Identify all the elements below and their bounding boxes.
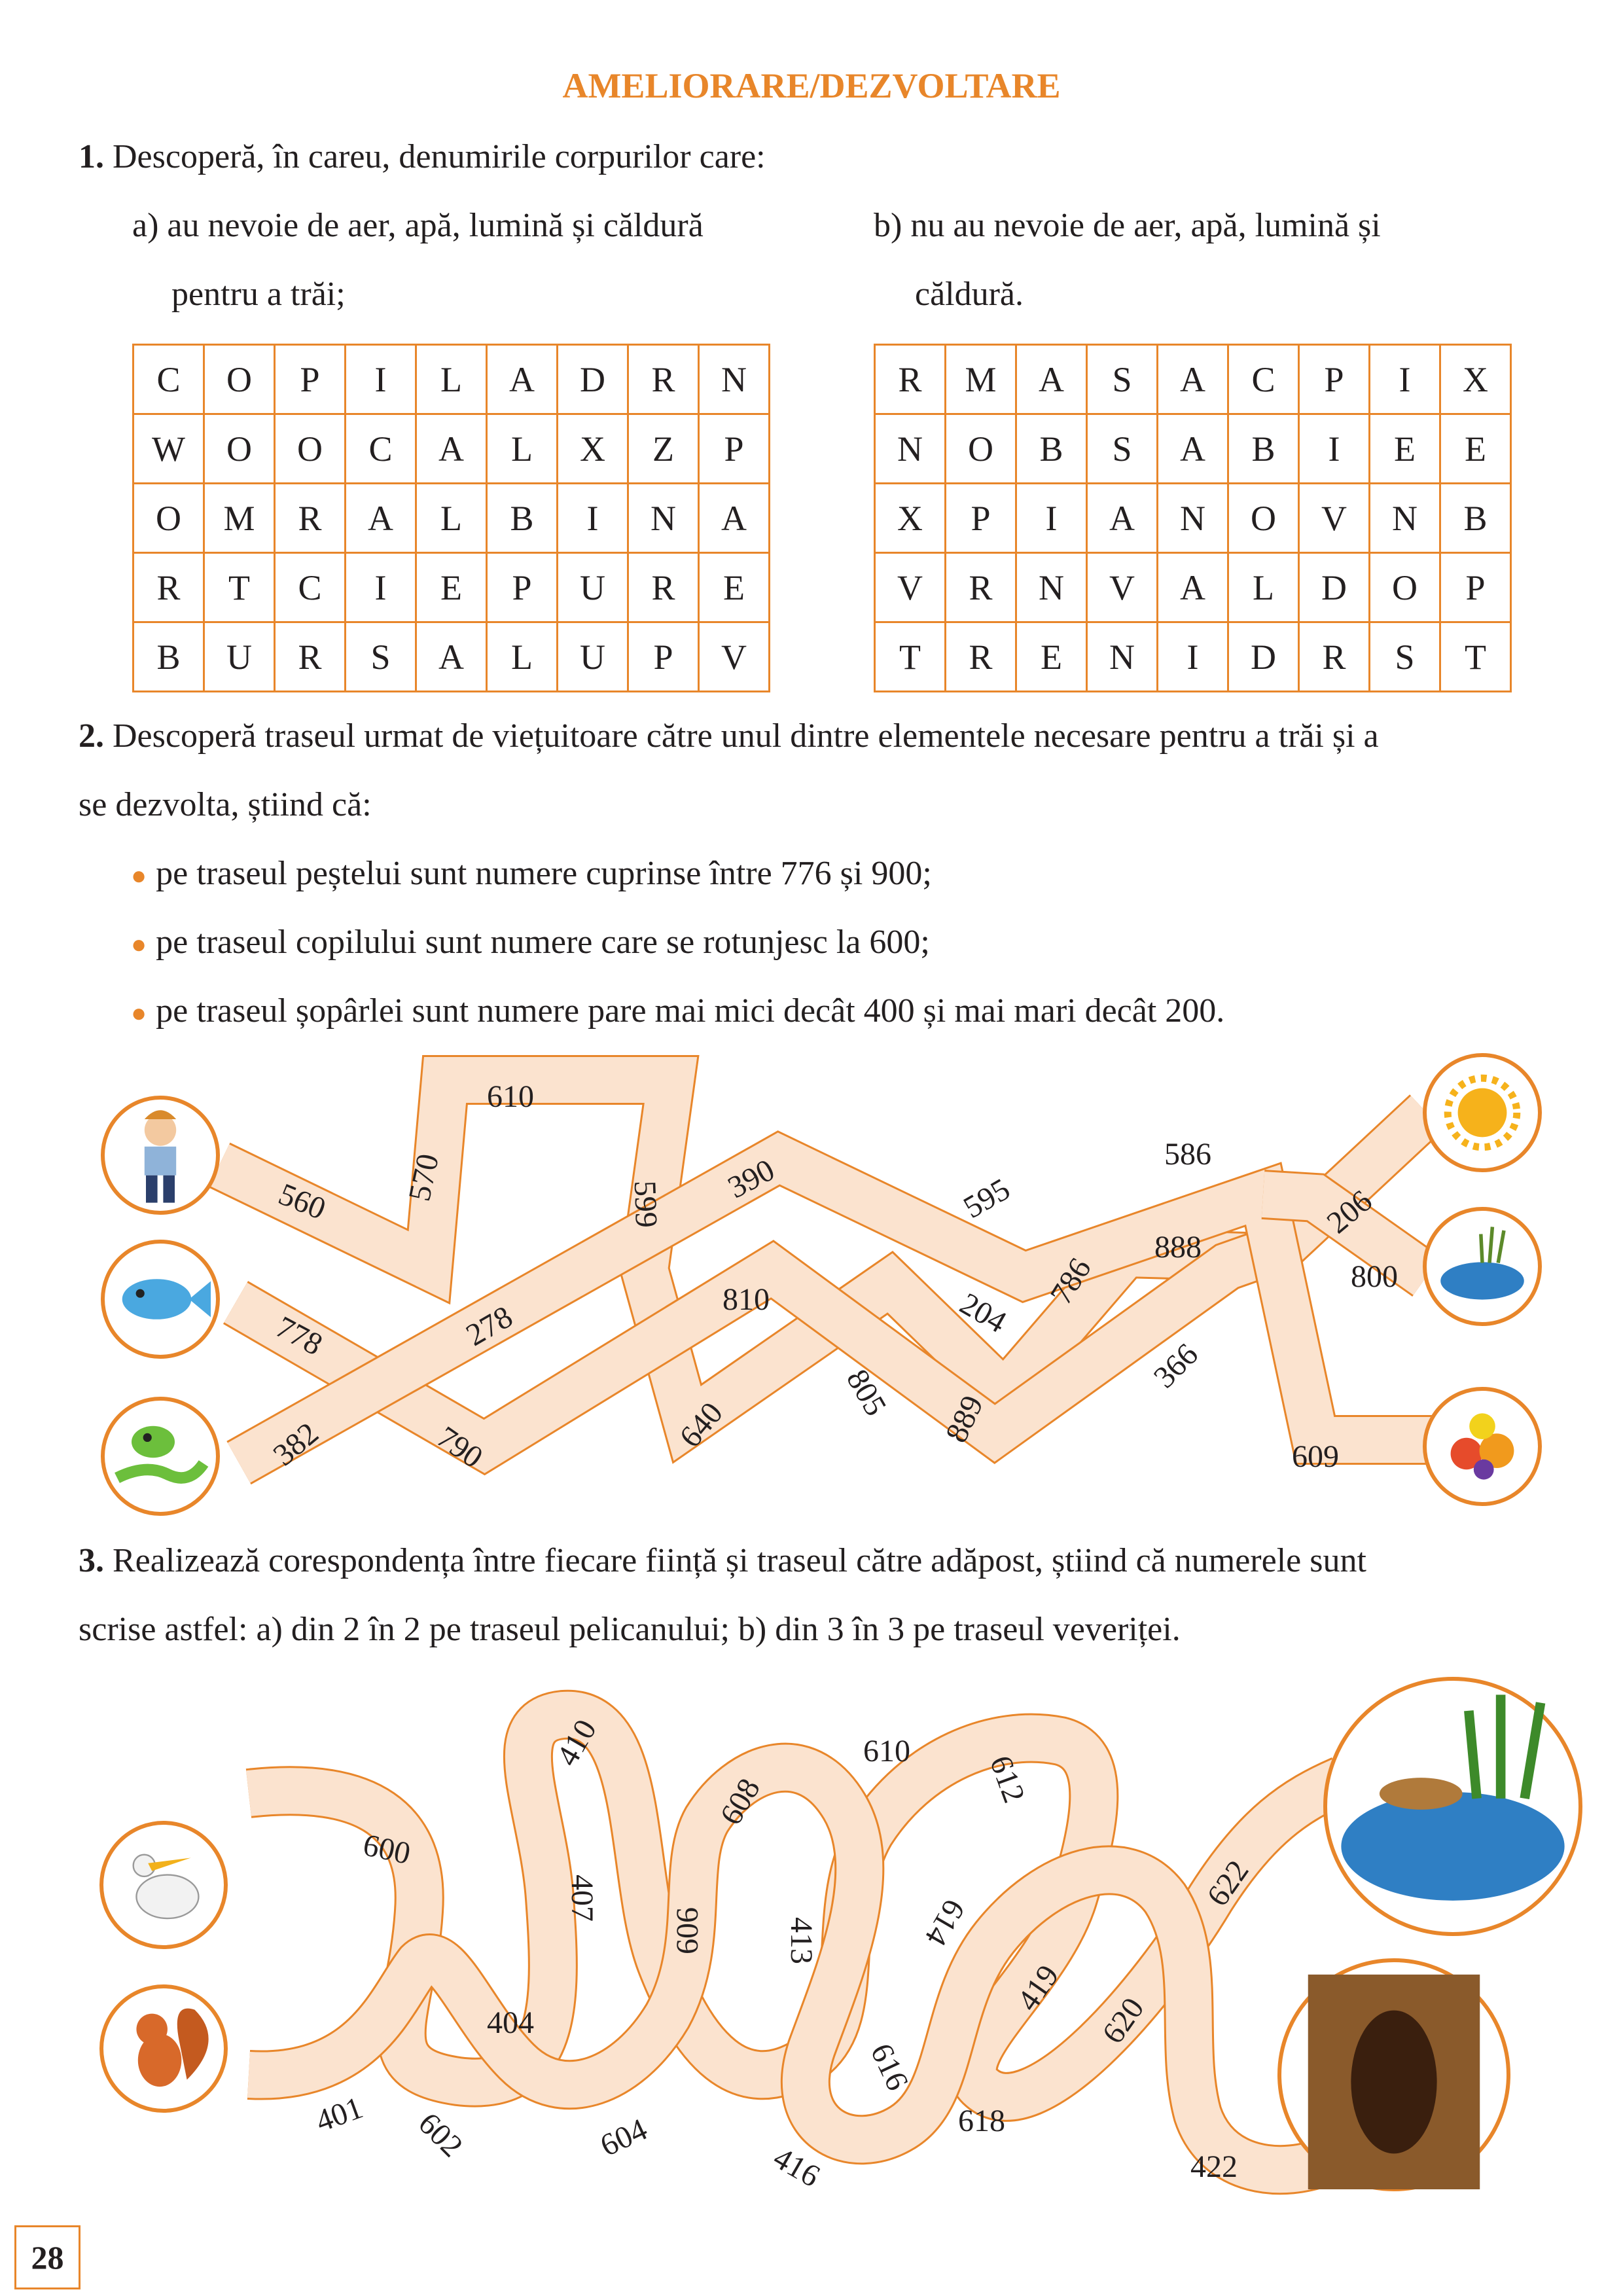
grid-cell[interactable]: X <box>1440 345 1511 414</box>
maze2-number-label: 778 <box>270 1309 329 1363</box>
grid-cell[interactable]: D <box>558 345 628 414</box>
exercise-3-number: 3. <box>79 1542 104 1579</box>
grid-cell[interactable]: N <box>628 484 699 553</box>
maze2-number-label: 586 <box>1164 1137 1211 1172</box>
lizard-circle <box>103 1399 218 1514</box>
grid-cell[interactable]: O <box>946 414 1016 484</box>
grid-cell[interactable]: B <box>134 622 204 692</box>
grid-cell[interactable]: A <box>1158 414 1228 484</box>
grid-cell[interactable]: C <box>1228 345 1299 414</box>
maze2-number-label: 560 <box>274 1176 330 1227</box>
grid-cell[interactable]: S <box>1087 345 1158 414</box>
maze2-number-label: 204 <box>954 1286 1012 1340</box>
grid-cell[interactable]: M <box>204 484 275 553</box>
maze3-number-label: 404 <box>487 2005 534 2041</box>
grid-cell[interactable]: S <box>1370 622 1440 692</box>
grid-cell[interactable]: P <box>946 484 1016 553</box>
exercise-2-bullet-3: ● pe traseul șopârlei sunt numere pare mai mici decât 400 și mai mari decât 200. <box>131 992 1225 1030</box>
maze2-number-label: 206 <box>1320 1183 1379 1241</box>
fish-circle <box>103 1242 218 1357</box>
exercise-1-number: 1. <box>79 138 104 175</box>
grid-cell[interactable]: L <box>416 484 487 553</box>
grid-cell[interactable]: U <box>558 553 628 622</box>
exercise-2-line1: Descoperă traseul urmat de viețuitoare către unul dintre elementele necesare pentru a trăi și a <box>113 717 1379 755</box>
grid-cell[interactable]: R <box>275 622 346 692</box>
maze2-number-label: 610 <box>487 1079 534 1115</box>
grid-cell[interactable]: A <box>699 484 770 553</box>
grid-cell[interactable]: N <box>1016 553 1087 622</box>
exercise-2-bullet-2: ● pe traseul copilului sunt numere care se rotunjesc la 600; <box>131 924 930 961</box>
maze3-number-label: 610 <box>863 1734 910 1769</box>
grid-cell[interactable]: O <box>275 414 346 484</box>
maze2-number-label: 640 <box>673 1395 730 1454</box>
grid-cell[interactable]: E <box>699 553 770 622</box>
maze3-number-label: 416 <box>767 2140 826 2195</box>
grid-cell[interactable]: I <box>1158 622 1228 692</box>
maze2-number-label: 595 <box>957 1172 1016 1226</box>
grid-cell[interactable]: N <box>875 414 946 484</box>
grid-cell[interactable]: S <box>346 622 416 692</box>
grid-cell[interactable]: O <box>134 484 204 553</box>
grid-cell[interactable]: U <box>204 622 275 692</box>
grid-cell[interactable]: R <box>134 553 204 622</box>
grid-cell[interactable]: P <box>1299 345 1370 414</box>
grid-cell[interactable]: I <box>1370 345 1440 414</box>
grid-cell[interactable]: R <box>946 622 1016 692</box>
maze2-number-label: 599 <box>627 1179 664 1229</box>
maze3-number-label: 606 <box>670 1907 705 1954</box>
grid-cell[interactable]: E <box>1016 622 1087 692</box>
maze3-number-label: 419 <box>1010 1958 1066 2018</box>
maze2-number-label: 810 <box>722 1282 770 1318</box>
grid-cell[interactable]: S <box>1087 414 1158 484</box>
exercise-3-line1: Realizează corespondența între fiecare ființă și traseul către adăpost, știind că numerele sunt <box>113 1542 1366 1579</box>
exercise-3-line2: scrise astfel: a) din 2 în 2 pe traseul pelicanului; b) din 3 în 3 pe traseul veveriței. <box>79 1611 1181 1648</box>
grid-cell[interactable]: R <box>946 553 1016 622</box>
grid-cell[interactable]: A <box>416 414 487 484</box>
grid-cell[interactable]: T <box>204 553 275 622</box>
grid-cell[interactable]: T <box>875 622 946 692</box>
nest-pond-circle <box>1325 1679 1580 1934</box>
maze2-number-label: 786 <box>1043 1252 1098 1311</box>
bullet-text: pe traseul șopârlei sunt numere pare mai mici decât 400 și mai mari decât 200. <box>156 992 1225 1030</box>
grid-cell[interactable]: A <box>346 484 416 553</box>
sun-circle <box>1425 1055 1540 1170</box>
maze2-number-label: 366 <box>1147 1336 1205 1395</box>
grid-cell[interactable]: L <box>1228 553 1299 622</box>
maze3-number-label: 600 <box>360 1827 414 1872</box>
maze2-number-label: 800 <box>1351 1259 1398 1295</box>
grid-cell[interactable]: X <box>558 414 628 484</box>
grid-cell[interactable]: I <box>1299 414 1370 484</box>
grid-cell[interactable]: E <box>416 553 487 622</box>
grid-cell[interactable]: I <box>558 484 628 553</box>
maze3-number-label: 410 <box>550 1713 604 1772</box>
page-number: 28 <box>14 2225 80 2289</box>
maze2-number-label: 609 <box>1292 1439 1339 1475</box>
fruits-circle <box>1425 1389 1540 1504</box>
grid-cell[interactable]: L <box>487 622 558 692</box>
grid-cell[interactable]: A <box>416 622 487 692</box>
bullet-text: pe traseul peștelui sunt numere cuprinse între 776 și 900; <box>156 855 932 892</box>
grid-cell[interactable]: C <box>346 414 416 484</box>
grid-cell[interactable]: R <box>875 345 946 414</box>
grid-cell[interactable]: R <box>628 345 699 414</box>
grid-cell[interactable]: R <box>628 553 699 622</box>
grid-cell[interactable]: A <box>1158 553 1228 622</box>
grid-cell[interactable]: A <box>1087 484 1158 553</box>
grid-cell[interactable]: O <box>204 345 275 414</box>
grid-cell[interactable]: O <box>1228 484 1299 553</box>
exercise-2-line2: se dezvolta, știind că: <box>79 786 372 823</box>
maze3-number-label: 620 <box>1095 1991 1151 2051</box>
grid-cell[interactable]: V <box>1087 553 1158 622</box>
grid-cell[interactable]: B <box>1228 414 1299 484</box>
grid-cell[interactable]: B <box>1440 484 1511 553</box>
grid-cell[interactable]: N <box>1158 484 1228 553</box>
maze3-number-label: 618 <box>958 2104 1005 2139</box>
pond-circle <box>1425 1209 1540 1324</box>
maze3-number-label: 608 <box>713 1772 768 1831</box>
grid-cell[interactable]: D <box>1228 622 1299 692</box>
bullet-text: pe traseul copilului sunt numere care se rotunjesc la 600; <box>156 924 930 961</box>
grid-cell[interactable]: L <box>416 345 487 414</box>
grid-cell[interactable]: R <box>275 484 346 553</box>
grid-cell[interactable]: A <box>487 345 558 414</box>
maze2-number-label: 390 <box>722 1152 781 1206</box>
grid-cell[interactable]: V <box>875 553 946 622</box>
grid-cell[interactable]: O <box>1370 553 1440 622</box>
exercise-2-bullet-1: ● pe traseul peștelui sunt numere cuprinse între 776 și 900; <box>131 855 932 892</box>
grid-cell[interactable]: L <box>487 414 558 484</box>
maze3-number-label: 602 <box>411 2106 470 2164</box>
grid-cell[interactable]: P <box>1440 553 1511 622</box>
grid-cell[interactable]: E <box>1440 414 1511 484</box>
grid-cell[interactable]: D <box>1299 553 1370 622</box>
exercise-1-text: Descoperă, în careu, denumirile corpurilor care: <box>113 138 766 175</box>
maze2-number-label: 790 <box>430 1419 490 1475</box>
grid-cell[interactable]: P <box>699 414 770 484</box>
grid-cell[interactable]: A <box>1016 345 1087 414</box>
boy-circle <box>103 1098 218 1213</box>
grid-cell[interactable]: B <box>1016 414 1087 484</box>
grid-cell[interactable]: P <box>628 622 699 692</box>
maze3-number-label: 612 <box>982 1751 1032 1808</box>
grid-cell[interactable]: M <box>946 345 1016 414</box>
maze2-number-label: 278 <box>460 1299 519 1354</box>
grid-cell[interactable]: U <box>558 622 628 692</box>
tree-icon <box>1308 1975 1480 2189</box>
grid-cell[interactable]: I <box>1016 484 1087 553</box>
grid-cell[interactable]: V <box>699 622 770 692</box>
maze3-number-label: 401 <box>311 2090 368 2140</box>
maze2-number-label: 805 <box>839 1363 893 1422</box>
maze2-number-label: 382 <box>266 1416 325 1473</box>
grid-cell[interactable]: C <box>134 345 204 414</box>
maze3-number-label: 413 <box>783 1917 819 1964</box>
grid-cell[interactable]: A <box>1158 345 1228 414</box>
grid-cell[interactable]: X <box>875 484 946 553</box>
grid-cell[interactable]: V <box>1299 484 1370 553</box>
maze2-number-label: 888 <box>1154 1230 1202 1265</box>
exercise-1a-line1: a) au nevoie de aer, apă, lumină și căldură <box>132 207 704 244</box>
grid-cell[interactable]: C <box>275 553 346 622</box>
maze3-number-label: 604 <box>595 2111 652 2164</box>
maze3-number-label: 622 <box>1200 1854 1256 1913</box>
maze2-number-label: 570 <box>402 1151 446 1204</box>
grid-cell[interactable]: Z <box>628 414 699 484</box>
tree-hollow-circle <box>1279 1960 1508 2189</box>
exercise-1a-line2: pentru a trăi; <box>171 276 346 313</box>
maze3-number-label: 407 <box>564 1874 599 1922</box>
grid-cell[interactable]: O <box>204 414 275 484</box>
grid-cell[interactable]: R <box>1299 622 1370 692</box>
grid-cell[interactable]: I <box>346 345 416 414</box>
maze3-number-label: 422 <box>1190 2149 1238 2185</box>
grid-cell[interactable]: P <box>487 553 558 622</box>
exercise-1b-line2: căldură. <box>915 276 1024 313</box>
grid-cell[interactable]: W <box>134 414 204 484</box>
section-title: AMELIORARE/DEZVOLTARE <box>562 66 1061 105</box>
grid-cell[interactable]: T <box>1440 622 1511 692</box>
grid-cell[interactable]: E <box>1370 414 1440 484</box>
grid-cell[interactable]: N <box>1087 622 1158 692</box>
grid-cell[interactable]: N <box>699 345 770 414</box>
exercise-3-prompt <box>79 1541 1366 1580</box>
maze2-number-label: 889 <box>938 1390 991 1448</box>
exercise-1b-line1: b) nu au nevoie de aer, apă, lumină și <box>874 207 1381 244</box>
maze3-number-label: 614 <box>918 1893 972 1952</box>
squirrel-circle <box>101 1986 226 2111</box>
maze3-number-label: 616 <box>863 2038 916 2096</box>
grid-cell[interactable]: N <box>1370 484 1440 553</box>
grid-cell[interactable]: P <box>275 345 346 414</box>
grid-cell[interactable]: I <box>346 553 416 622</box>
exercise-2-number: 2. <box>79 717 104 755</box>
pelican-circle <box>101 1823 226 1947</box>
grid-cell[interactable]: B <box>487 484 558 553</box>
